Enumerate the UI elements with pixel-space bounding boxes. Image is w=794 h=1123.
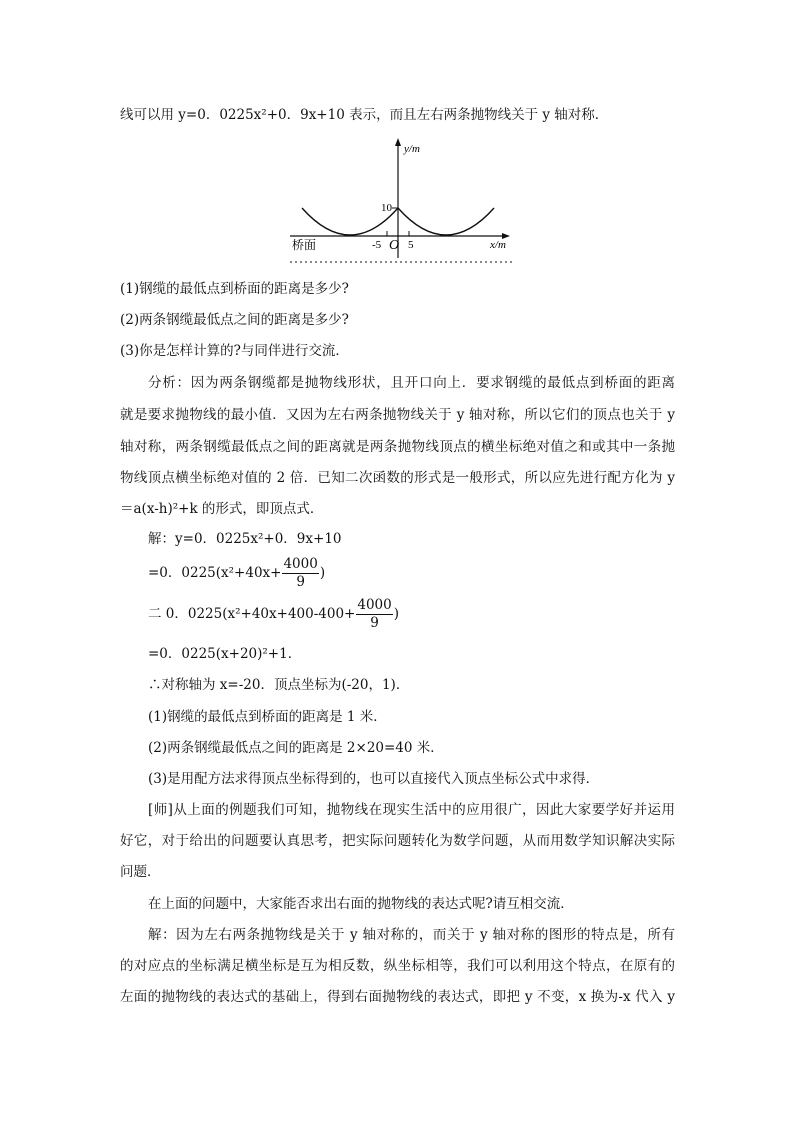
solution-line-3-suffix: ) bbox=[393, 606, 399, 622]
fraction-denominator: 9 bbox=[296, 574, 305, 590]
answer-3: (3)是用配方法求得顶点坐标得到的，也可以直接代入顶点坐标公式中求得． bbox=[148, 771, 600, 787]
solution-line-1: 解：y=0．0225x²+0．9x+10 bbox=[148, 531, 342, 547]
final-line-2: 的对应点的坐标满足横坐标是互为相反数，纵坐标相等，我们可以利用这个特点，在原有的 bbox=[120, 958, 675, 974]
intro-line: 线可以用 y=0．0225x²+0．9x+10 表示，而且左右两条抛物线关于 y 轴对称． bbox=[120, 107, 609, 123]
bridge-label: 桥面 bbox=[292, 238, 317, 252]
teacher-line-1: [师]从上面的例题我们可知，抛物线在现实生活中的应用很广，因此大家要学好并运用 bbox=[148, 802, 675, 818]
question-1: (1)钢缆的最低点到桥面的距离是多少? bbox=[120, 281, 349, 297]
analysis-line-4: 物线顶点横坐标绝对值的 2 倍．已知二次函数的形式是一般形式，所以应先进行配方化为 y bbox=[120, 470, 675, 486]
final-line-3: 左面的抛物线的表达式的基础上，得到右面抛物线的表达式，即把 y 不变，x 换为-x 代入 y bbox=[120, 989, 675, 1005]
solution-line-4: =0．0225(x+20)²+1． bbox=[148, 646, 302, 662]
teacher-line-3: 问题． bbox=[120, 864, 161, 880]
teacher-line-2: 好它，对于给出的问题要认真思考，把实际问题转化为数学问题，从而用数学知识解决实际 bbox=[120, 833, 675, 849]
x-axis-label: x/m bbox=[490, 239, 506, 251]
analysis-line-5: ＝a(x-h)²+k 的形式，即顶点式． bbox=[120, 501, 324, 517]
origin-label: O bbox=[389, 238, 400, 253]
solution-line-2 bbox=[148, 556, 325, 591]
prompt-line: 在上面的问题中，大家能否求出右面的抛物线的表达式呢?请互相交流． bbox=[148, 896, 574, 912]
label-5: 5 bbox=[408, 239, 414, 251]
parabola-figure bbox=[288, 138, 518, 266]
solution-line-3 bbox=[148, 597, 399, 632]
fraction bbox=[356, 597, 392, 632]
solution-line-2-suffix: ) bbox=[319, 565, 326, 581]
fraction-numerator: 4000 bbox=[357, 597, 392, 613]
fraction-numerator: 4000 bbox=[283, 556, 318, 572]
solution-line-3-prefix: 二 0．0225(x²+40x+400-400+ bbox=[148, 606, 356, 622]
answer-2: (2)两条钢缆最低点之间的距离是 2×20=40 米． bbox=[148, 740, 444, 756]
analysis-line-3: 轴对称，两条钢缆最低点之间的距离就是两条抛物线顶点的横坐标绝对值之和或其中一条抛 bbox=[120, 439, 675, 455]
fraction bbox=[282, 556, 318, 591]
label-10: 10 bbox=[381, 202, 392, 214]
answer-1: (1)钢缆的最低点到桥面的距离是 1 米． bbox=[148, 709, 387, 725]
y-axis-label: y/m bbox=[404, 143, 420, 155]
question-2: (2)两条钢缆最低点之间的距离是多少? bbox=[120, 312, 349, 328]
y-axis-arrow bbox=[395, 138, 401, 146]
analysis-line-2: 就是要求抛物线的最小值．又因为左右两条抛物线关于 y 轴对称，所以它们的顶点也关于 y bbox=[120, 407, 675, 423]
solution-line-2-prefix: =0．0225(x²+40x+ bbox=[148, 565, 282, 581]
final-line-1: 解：因为左右两条抛物线是关于 y 轴对称的，而关于 y 轴对称的图形的特点是，所有 bbox=[148, 927, 675, 943]
analysis-line-1: 分析：因为两条钢缆都是抛物线形状，且开口向上．要求钢缆的最低点到桥面的距离 bbox=[148, 375, 675, 391]
label-neg5: -5 bbox=[372, 239, 382, 251]
fraction-denominator: 9 bbox=[370, 615, 379, 631]
question-3: (3)你是怎样计算的?与同伴进行交流． bbox=[120, 343, 349, 359]
right-parabola bbox=[398, 208, 494, 235]
solution-line-5: ∴对称轴为 x=-20．顶点坐标为(-20，1)． bbox=[148, 677, 410, 693]
